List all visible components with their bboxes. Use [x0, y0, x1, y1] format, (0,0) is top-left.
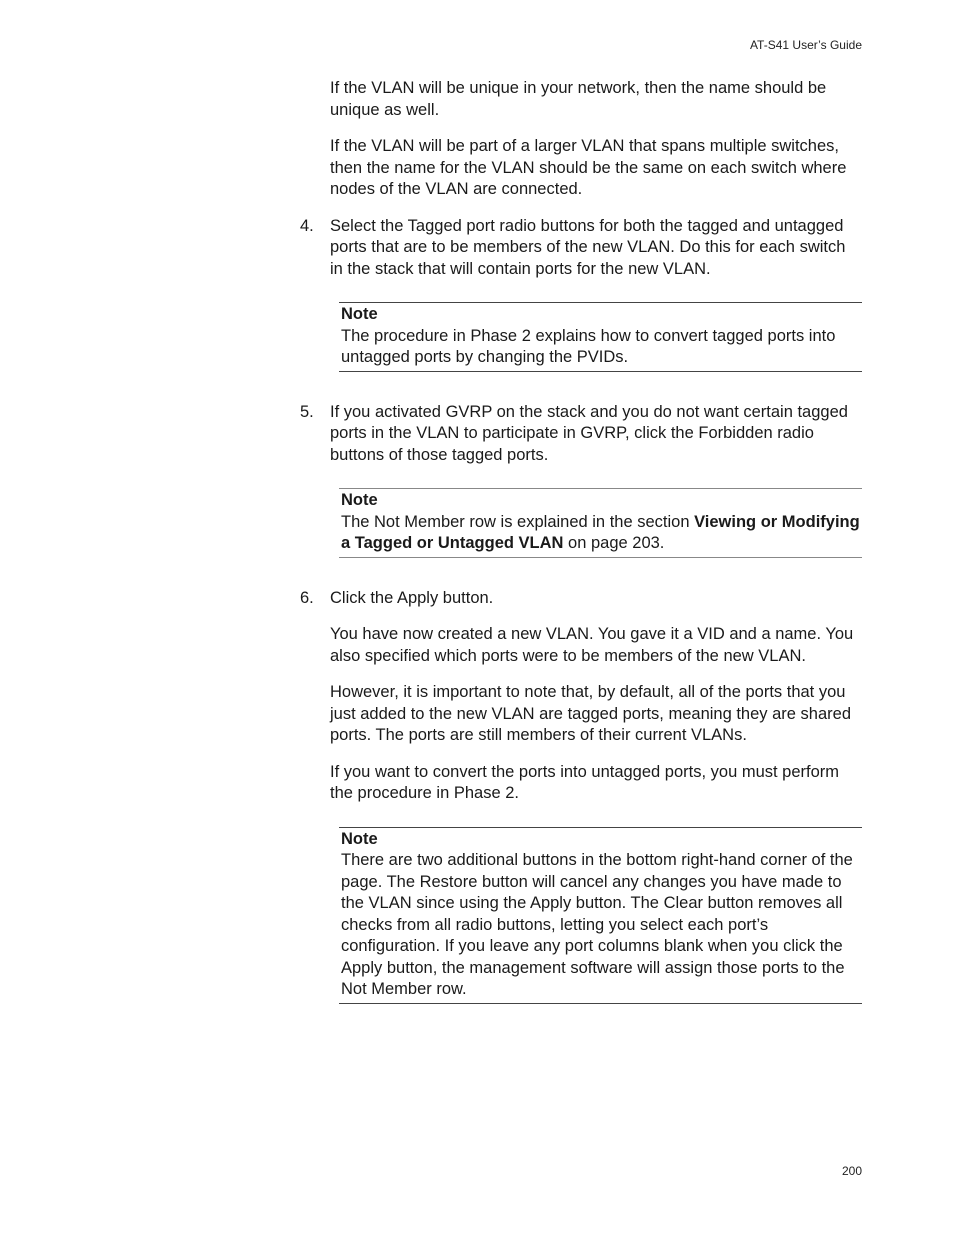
step-text: Click the Apply button. [330, 588, 494, 607]
note-text-before: The Not Member row is explained in the section [341, 512, 695, 531]
note-text [341, 512, 862, 555]
step-number: 6. [300, 588, 314, 607]
step-6 [300, 588, 862, 610]
paragraph-tagged-default: However, it is important to note that, by default, all of the ports that you just added to the new VLAN are tagged ports, meaning they are shared ports. The ports are still members of their current VLANs. [330, 683, 851, 744]
note-title: Note [341, 305, 378, 323]
step-5 [300, 402, 862, 467]
note-text: The procedure in Phase 2 explains how to convert tagged ports into untagged ports by changing the PVIDs. [341, 326, 836, 366]
paragraph-spanning-vlan: If the VLAN will be part of a larger VLAN that spans multiple switches, then the name for the VLAN should be the same on each switch where nodes of the VLAN are connected. [330, 137, 847, 198]
note-text-after: on page 203. [563, 534, 665, 552]
page-number: 200 [841, 1164, 862, 1178]
cross-reference-link[interactable]: Viewing or Modifying a Tagged or Untagged VLAN [341, 512, 860, 552]
step-text: If you activated GVRP on the stack and you do not want certain tagged ports in the VLAN to participate in GVRP, click the Forbidden radio buttons of those tagged ports. [330, 402, 848, 464]
note-box-restore-clear [339, 827, 862, 1004]
note-title: Note [341, 491, 378, 509]
note-box-pvid [339, 302, 862, 372]
paragraph-vlan-created: You have now created a new VLAN. You gave it a VID and a name. You also specified which ports were to be members of the new VLAN. [330, 625, 854, 665]
paragraph-unique-name: If the VLAN will be unique in your network, then the name should be unique as well. [330, 79, 827, 119]
page-content [300, 78, 862, 1034]
step-4 [300, 216, 862, 281]
step-number: 5. [300, 402, 314, 421]
note-text: There are two additional buttons in the bottom right-hand corner of the page. The Restore button will cancel any changes you have made to the VLAN since using the Apply button. The Clear button removes all checks from all radio buttons, letting you select each port’s configuration. If you leave any port columns blank when you click the Apply button, the management software will assign those ports to the Not Member row. [341, 851, 853, 998]
running-header: AT-S41 User’s Guide [749, 38, 862, 52]
step-text: Select the Tagged port radio buttons for both the tagged and untagged ports that are to be members of the new VLAN. Do this for each switch in the stack that will contain ports for the new VLAN. [330, 216, 846, 278]
step-number: 4. [300, 216, 314, 235]
note-title: Note [341, 829, 378, 848]
note-box-not-member [339, 488, 862, 558]
paragraph-convert-ports: If you want to convert the ports into untagged ports, you must perform the procedure in Phase 2. [330, 762, 840, 802]
